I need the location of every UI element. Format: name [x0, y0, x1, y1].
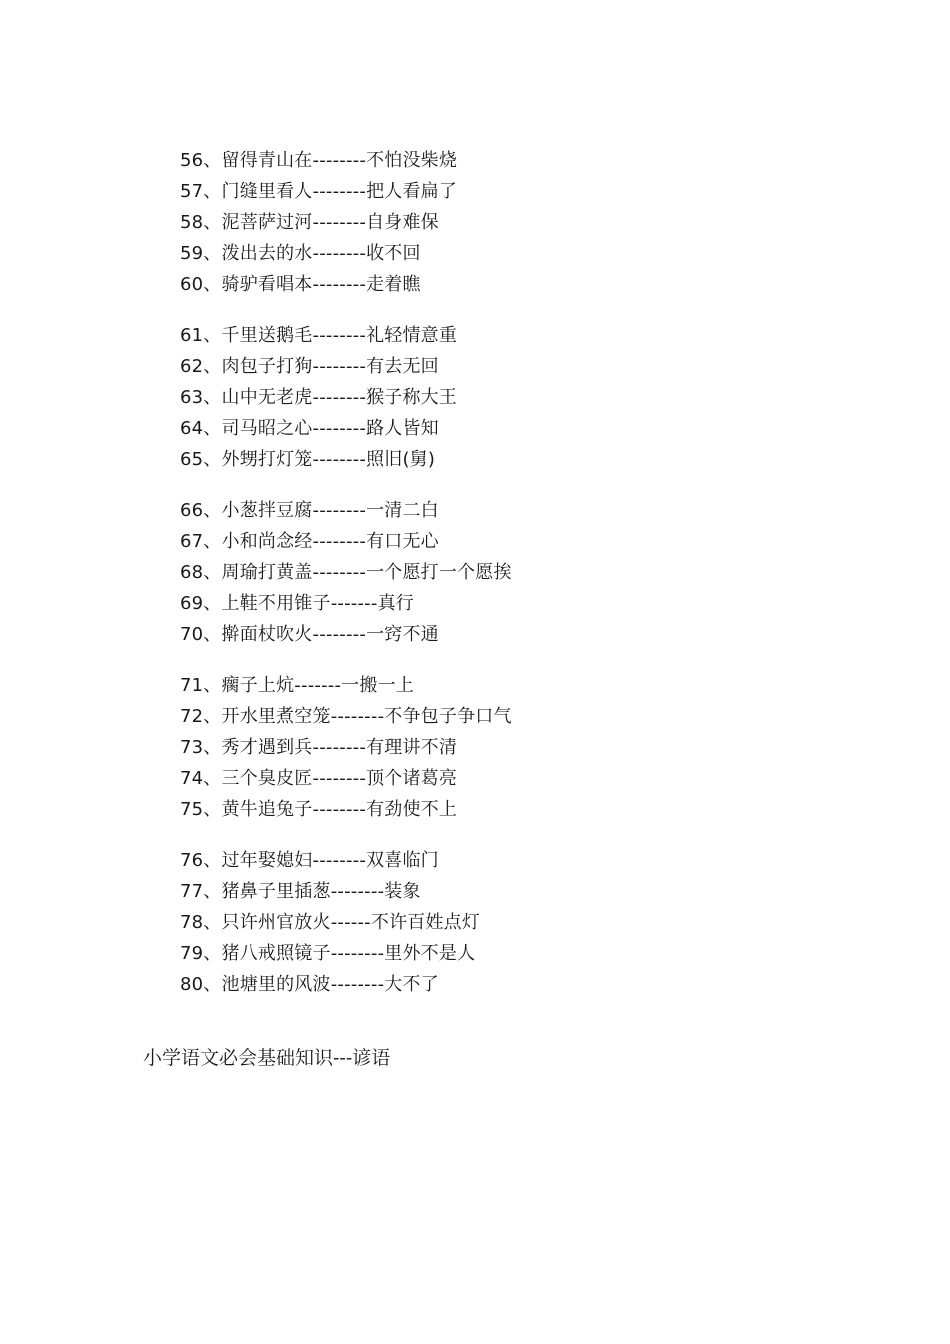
- list-item: 57、门缝里看人--------把人看扁了: [180, 181, 458, 202]
- footer-title: 小学语文必会基础知识---谚语: [143, 1047, 391, 1069]
- list-item: 71、瘸子上炕-------一搬一上: [180, 675, 414, 696]
- list-item: 76、过年娶媳妇--------双喜临门: [180, 850, 439, 871]
- list-group: [180, 145, 880, 300]
- list-item: 72、开水里煮空笼--------不争包子争口气: [180, 706, 512, 727]
- list-item: 63、山中无老虎--------猴子称大王: [180, 387, 458, 408]
- xiehouyu-list: [180, 145, 880, 1020]
- list-item: 69、上鞋不用锥子-------真行: [180, 593, 414, 614]
- list-item: 65、外甥打灯笼--------照旧(舅): [180, 449, 436, 470]
- list-item: 58、泥菩萨过河--------自身难保: [180, 212, 439, 233]
- list-item: 62、肉包子打狗--------有去无回: [180, 356, 439, 377]
- list-item: 74、三个臭皮匠--------顶个诸葛亮: [180, 768, 458, 789]
- list-item: 70、擀面杖吹火--------一窍不通: [180, 624, 439, 645]
- list-item: 79、猪八戒照镜子--------里外不是人: [180, 943, 476, 964]
- list-item: 61、千里送鹅毛--------礼轻情意重: [180, 325, 458, 346]
- list-group: [180, 845, 880, 1000]
- list-item: 64、司马昭之心--------路人皆知: [180, 418, 439, 439]
- list-item: 56、留得青山在--------不怕没柴烧: [180, 150, 458, 171]
- list-item: 67、小和尚念经--------有口无心: [180, 531, 439, 552]
- list-group: [180, 495, 880, 650]
- list-item: 60、骑驴看唱本--------走着瞧: [180, 274, 421, 295]
- list-item: 80、池塘里的风波--------大不了: [180, 974, 439, 995]
- list-item: 66、小葱拌豆腐--------一清二白: [180, 500, 439, 521]
- list-item: 78、只许州官放火------不许百姓点灯: [180, 912, 481, 933]
- list-item: 68、周瑜打黄盖--------一个愿打一个愿挨: [180, 562, 512, 583]
- list-item: 75、黄牛追兔子--------有劲使不上: [180, 799, 458, 820]
- list-group: [180, 670, 880, 825]
- list-item: 77、猪鼻子里插葱--------装象: [180, 881, 421, 902]
- list-item: 59、泼出去的水--------收不回: [180, 243, 421, 264]
- list-item: 73、秀才遇到兵--------有理讲不清: [180, 737, 458, 758]
- list-group: [180, 320, 880, 475]
